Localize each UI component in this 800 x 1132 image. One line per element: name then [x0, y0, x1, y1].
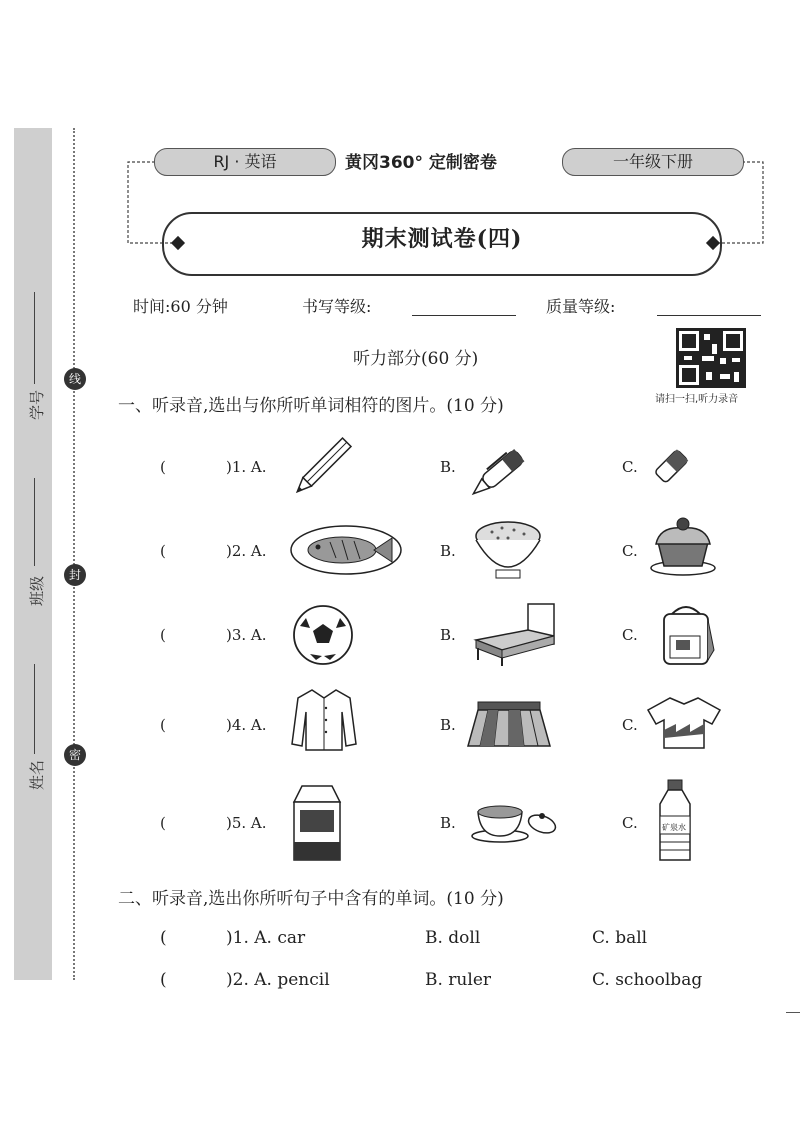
edge-mark — [786, 1012, 800, 1013]
grade-pill: 一年级下册 — [562, 148, 744, 176]
q4-option-c: C. — [622, 716, 638, 734]
page-title: 期末测试卷(四) — [361, 226, 523, 252]
football-icon[interactable] — [292, 604, 354, 666]
q5-number: )5. A. — [226, 814, 267, 832]
q1-option-b: B. — [440, 458, 456, 476]
student-no-label: 学号 — [28, 389, 46, 420]
q4-number: )4. A. — [226, 716, 267, 734]
q2-number: )2. A. — [226, 542, 267, 560]
listening-section-title: 听力部分(60 分) — [353, 349, 479, 369]
shirt-icon[interactable] — [290, 684, 358, 754]
q1-number: )1. A. — [226, 458, 267, 476]
p2-q2-option-a: )2. A. pencil — [226, 970, 330, 990]
schoolbag-icon[interactable] — [654, 600, 718, 668]
p2-q1-paren: ( — [160, 928, 167, 948]
qr-code[interactable] — [676, 328, 746, 388]
teacup-icon[interactable] — [470, 798, 558, 844]
pen-icon[interactable] — [470, 436, 538, 500]
qr-caption: 请扫一扫,听力录音 — [655, 394, 739, 405]
seal-secret-mark: 密 — [64, 744, 86, 766]
class-label: 班级 — [28, 575, 46, 606]
q5-paren: ( — [160, 814, 166, 832]
seal-line-mark: 线 — [64, 368, 86, 390]
q5-option-b: B. — [440, 814, 456, 832]
q4-paren: ( — [160, 716, 166, 734]
p2-q1-option-c: C. ball — [592, 928, 648, 948]
q5-option-c: C. — [622, 814, 638, 832]
bed-icon[interactable] — [470, 600, 560, 668]
name-blank — [34, 664, 35, 754]
part1-heading: 一、听录音,选出与你所听单词相符的图片。(10 分) — [118, 396, 504, 416]
q1-paren: ( — [160, 458, 166, 476]
p2-q2-paren: ( — [160, 970, 167, 990]
p2-q1-option-a: )1. A. car — [226, 928, 306, 948]
name-label: 姓名 — [28, 759, 46, 790]
fish-dish-icon[interactable] — [290, 522, 402, 578]
water-bottle-icon[interactable] — [652, 778, 698, 864]
q2-paren: ( — [160, 542, 166, 560]
pencil-icon[interactable] — [292, 436, 352, 498]
writing-grade-blank[interactable] — [412, 297, 516, 316]
rice-bowl-icon[interactable] — [470, 516, 546, 582]
q2-option-b: B. — [440, 542, 456, 560]
skirt-icon[interactable] — [466, 700, 552, 750]
eraser-icon[interactable] — [652, 446, 692, 488]
subject-pill: RJ · 英语 — [154, 148, 336, 176]
cake-icon[interactable] — [648, 516, 718, 578]
p2-q2-option-b: B. ruler — [425, 970, 491, 990]
student-no-blank — [34, 292, 35, 384]
q3-option-c: C. — [622, 626, 638, 644]
quality-grade-blank[interactable] — [657, 297, 761, 316]
p2-q2-option-c: C. schoolbag — [592, 970, 703, 990]
class-blank — [34, 478, 35, 566]
q1-option-c: C. — [622, 458, 638, 476]
q4-option-b: B. — [440, 716, 456, 734]
milk-carton-icon[interactable] — [292, 780, 344, 862]
time-info: 时间:60 分钟 — [133, 297, 228, 316]
t-shirt-icon[interactable] — [646, 694, 722, 750]
quality-grade-label: 质量等级: — [546, 297, 616, 316]
part2-heading: 二、听录音,选出你所听句子中含有的单词。(10 分) — [118, 889, 504, 909]
q3-paren: ( — [160, 626, 166, 644]
q3-option-b: B. — [440, 626, 456, 644]
q3-number: )3. A. — [226, 626, 267, 644]
p2-q1-option-b: B. doll — [425, 928, 481, 948]
bottle-label: 矿泉水 — [662, 823, 686, 832]
series-label: 黄冈360° 定制密卷 — [345, 153, 497, 173]
q2-option-c: C. — [622, 542, 638, 560]
seal-seal-mark: 封 — [64, 564, 86, 586]
writing-grade-label: 书写等级: — [302, 297, 372, 316]
